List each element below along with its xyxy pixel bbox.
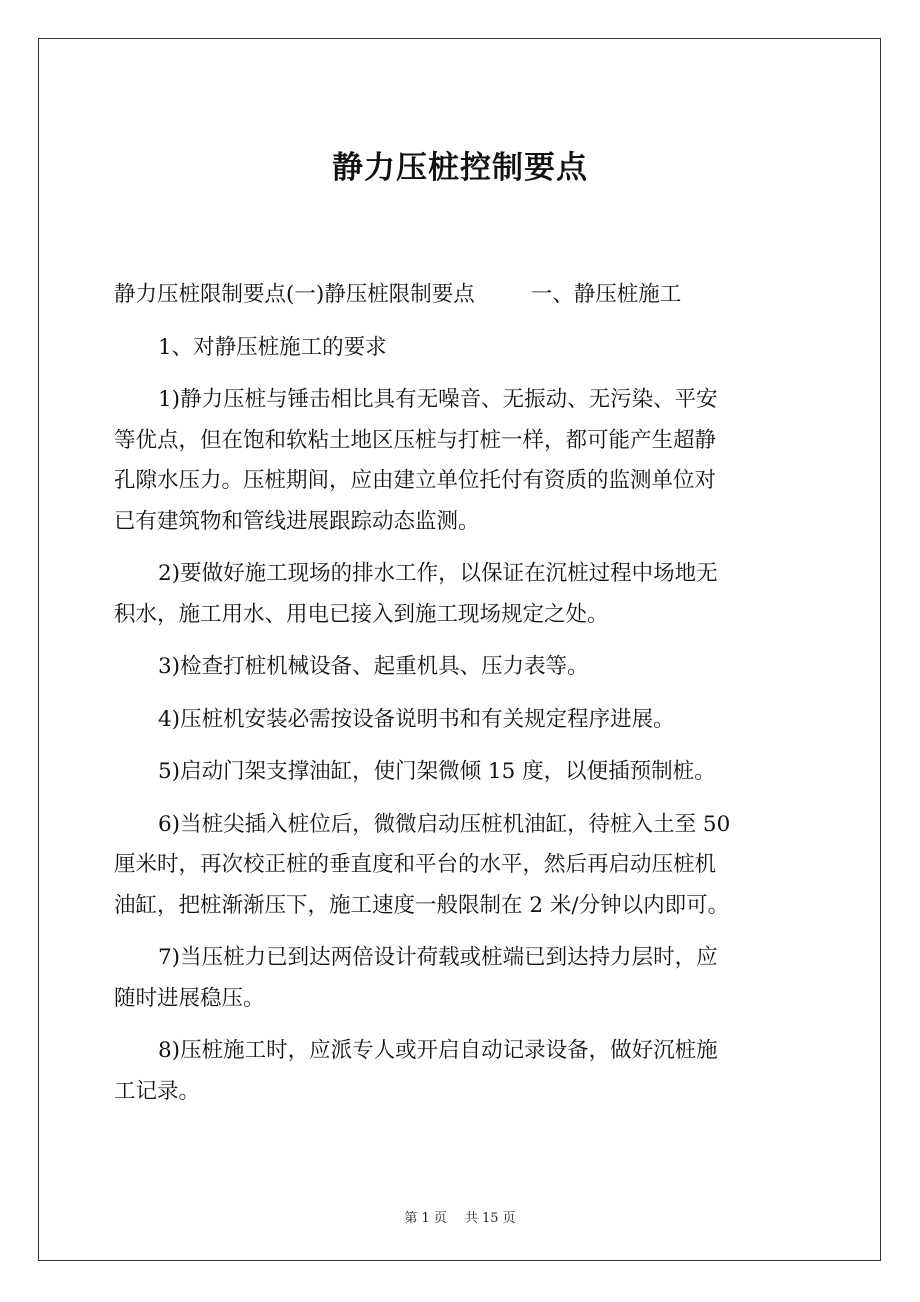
lead-text: 静力压桩限制要点(一)静压桩限制要点 bbox=[114, 282, 475, 307]
paragraph-line: 油缸，把桩渐渐压下，施工速度一般限制在 2 米/分钟以内即可。 bbox=[114, 892, 730, 918]
paragraph-line: 2)要做好施工现场的排水工作，以保证在沉桩过程中场地无 bbox=[158, 561, 718, 586]
document-title: 静力压桩控制要点 bbox=[332, 150, 588, 186]
paragraph-gap bbox=[114, 926, 826, 938]
paragraph-8 bbox=[114, 1031, 826, 1112]
paragraph-line: 4)压桩机安装必需按设备说明书和有关规定程序进展。 bbox=[158, 706, 675, 732]
page-total: 共 15 页 bbox=[464, 1211, 516, 1226]
lead-line bbox=[114, 275, 826, 316]
lead-section-title: 一、静压桩施工 bbox=[530, 282, 682, 307]
paragraph-2 bbox=[114, 554, 826, 635]
paragraph-gap bbox=[114, 368, 826, 380]
paragraph-gap bbox=[114, 793, 826, 805]
paragraph-line: 8)压桩施工时，应派专人或开启自动记录设备，做好沉桩施 bbox=[158, 1038, 718, 1063]
paragraph-3 bbox=[114, 647, 826, 688]
page-footer bbox=[0, 1207, 920, 1226]
paragraph-gap bbox=[114, 316, 826, 328]
paragraph-line: 工记录。 bbox=[114, 1078, 201, 1104]
paragraph-1 bbox=[114, 380, 826, 542]
paragraph-line: 1)静力压桩与锤击相比具有无噪音、无振动、无污染、平安 bbox=[158, 387, 718, 412]
section-heading: 1、对静压桩施工的要求 bbox=[158, 334, 387, 360]
paragraph-line: 3)检查打桩机械设备、起重机具、压力表等。 bbox=[158, 654, 589, 679]
page-number: 第 1 页 bbox=[404, 1211, 447, 1226]
paragraph-line: 孔隙水压力。压桩期间，应由建立单位托付有资质的监测单位对 bbox=[114, 468, 717, 493]
paragraph-line: 积水，施工用水、用电已接入到施工现场规定之处。 bbox=[114, 601, 609, 627]
paragraph-gap bbox=[114, 688, 826, 700]
paragraph-line: 已有建筑物和管线进展跟踪动态监测。 bbox=[114, 508, 480, 534]
paragraph-4 bbox=[114, 700, 826, 741]
paragraph-gap bbox=[114, 635, 826, 647]
document-body bbox=[114, 275, 826, 1112]
paragraph-line: 6)当桩尖插入桩位后，微微启动压桩机油缸，待桩入土至 50 bbox=[158, 811, 731, 837]
paragraph-line: 随时进展稳压。 bbox=[114, 985, 265, 1011]
paragraph-7 bbox=[114, 938, 826, 1019]
paragraph-6 bbox=[114, 805, 826, 927]
paragraph-5 bbox=[114, 752, 826, 793]
paragraph-line: 7)当压桩力已到达两倍设计荷载或桩端已到达持力层时，应 bbox=[158, 945, 718, 970]
paragraph-line: 5)启动门架支撑油缸，使门架微倾 15 度，以便插预制桩。 bbox=[158, 759, 716, 784]
paragraph-gap bbox=[114, 1019, 826, 1031]
paragraph-gap bbox=[114, 740, 826, 752]
paragraph-gap bbox=[114, 542, 826, 554]
paragraph-line: 厘米时，再次校正桩的垂直度和平台的水平，然后再启动压桩机 bbox=[114, 852, 717, 877]
paragraph-line: 等优点，但在饱和软粘土地区压桩与打桩一样，都可能产生超静 bbox=[114, 427, 717, 453]
